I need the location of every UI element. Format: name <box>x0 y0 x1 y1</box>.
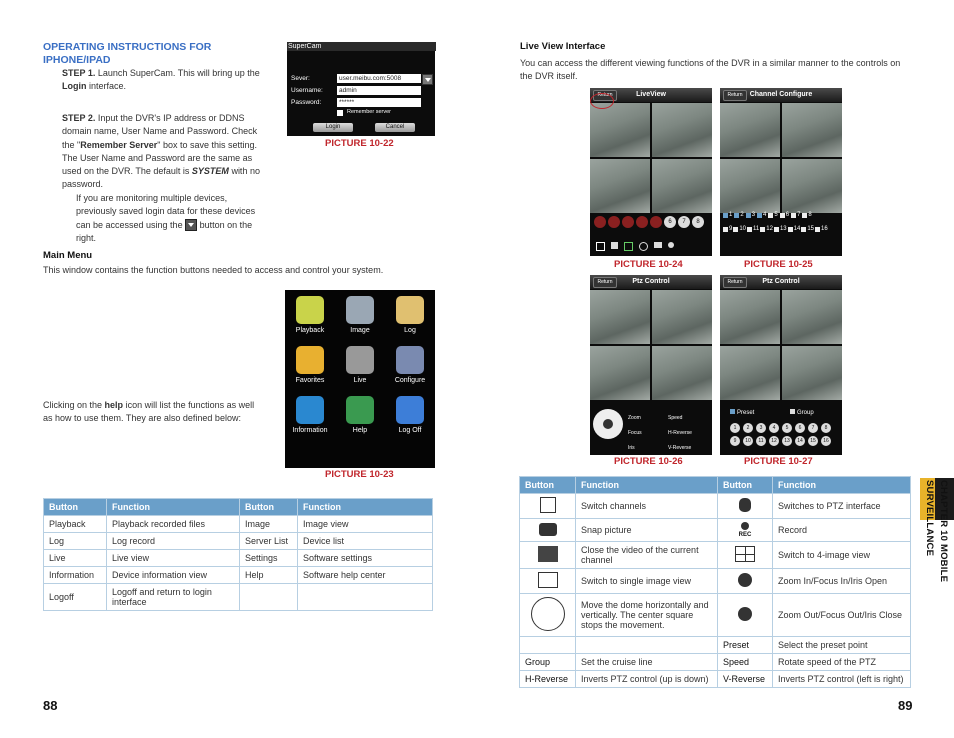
table-cell: Device list <box>298 533 433 550</box>
grid-icon[interactable] <box>624 242 633 251</box>
table-row <box>520 671 911 688</box>
channel-checkbox[interactable] <box>757 210 766 220</box>
record-icon <box>741 522 749 530</box>
table-cell: Device information view <box>107 567 240 584</box>
login-button[interactable]: Login <box>313 123 353 132</box>
caption-10-24: PICTURE 10-24 <box>614 259 683 270</box>
record-icon[interactable] <box>668 242 674 248</box>
stop-icon[interactable] <box>596 242 605 251</box>
cell-text: V-Reverse <box>723 674 766 684</box>
menu-item-favorites[interactable] <box>285 346 335 384</box>
channel-number: 13 <box>779 226 787 232</box>
menu-item-label: Configure <box>394 377 426 384</box>
table-cell: Log record <box>107 533 240 550</box>
remember-label: Remember server <box>347 109 392 115</box>
checkbox-icon <box>802 213 807 218</box>
information-icon <box>296 396 324 424</box>
group-label[interactable]: Group <box>790 409 814 416</box>
channel-number: 12 <box>766 226 773 232</box>
table-cell <box>520 569 576 594</box>
channel-number: 7 <box>797 212 801 218</box>
password-input[interactable]: ****** <box>337 98 421 107</box>
channel-checkbox[interactable] <box>723 210 732 220</box>
channel-number: 14 <box>793 226 801 232</box>
ptz-control-label[interactable]: Speed <box>668 415 683 421</box>
channel-checkbox[interactable] <box>723 224 732 234</box>
table-cell: Logoff and return to login interface <box>107 584 240 611</box>
server-label: Sever: <box>291 75 310 82</box>
channel-switch-icon <box>540 497 556 513</box>
screen-title: LiveView <box>636 91 666 98</box>
cancel-button[interactable]: Cancel <box>375 123 415 132</box>
channel-checkbox[interactable] <box>774 224 787 234</box>
channel-number: 6 <box>785 212 790 218</box>
menu-item-configure[interactable] <box>385 346 435 384</box>
cell-text: H-Reverse <box>525 674 569 684</box>
table-cell: Log <box>44 533 107 550</box>
cell-text: Move the dome horizontally and vertically. The center square stops the movement. <box>581 600 709 630</box>
cell-text: Preset <box>723 640 750 650</box>
menu-item-label: Image <box>350 327 370 334</box>
menu-item-live[interactable] <box>335 346 385 384</box>
table-cell: Information <box>44 567 107 584</box>
logoff-icon <box>396 396 424 424</box>
cell-text: Switch to 4-image view <box>778 550 871 560</box>
checkbox-icon <box>780 213 785 218</box>
preset-button[interactable]: 16 <box>821 436 831 446</box>
channel-checkbox[interactable] <box>768 210 777 220</box>
channel-checkbox[interactable] <box>780 210 789 220</box>
preset-button[interactable]: 14 <box>795 436 805 446</box>
table-cell <box>576 594 718 637</box>
single-view-icon <box>538 572 558 588</box>
table-cell: Playback recorded files <box>107 516 240 533</box>
screen-title: Ptz Control <box>632 278 670 285</box>
checkbox-icon <box>791 213 796 218</box>
table-row <box>520 519 911 542</box>
preset-button[interactable]: 10 <box>743 436 753 446</box>
checkbox-icon <box>815 227 820 232</box>
channel-number: 9 <box>729 226 733 232</box>
channel-configure-screenshot <box>720 88 842 256</box>
main-menu-screenshot <box>285 290 435 468</box>
channel-number: 2 <box>740 212 744 218</box>
table-cell <box>718 637 773 654</box>
cell-text: Select the preset point <box>778 640 868 650</box>
channel-number: 1 <box>729 212 733 218</box>
table-row <box>520 494 911 519</box>
ptz-control-label[interactable]: Iris <box>628 445 635 451</box>
film-reel-icon <box>296 296 324 324</box>
menu-item-label: Help <box>352 427 368 434</box>
menu-item-label: Live <box>353 377 367 384</box>
table-cell <box>520 637 576 654</box>
close-video-icon <box>538 546 558 562</box>
table-cell: Software help center <box>298 567 433 584</box>
col-header: Function <box>773 477 911 494</box>
live-view-heading: Live View Interface <box>520 41 606 52</box>
direction-pad-icon <box>531 597 565 631</box>
caption-10-25: PICTURE 10-25 <box>744 259 813 270</box>
ptz-control-label[interactable]: Zoom <box>628 415 641 421</box>
channel-number: 5 <box>774 212 778 218</box>
table-cell <box>773 519 911 542</box>
help-text: Clicking on the help icon will list the functions as well as how to use them. They are also defined below: <box>43 400 255 424</box>
menu-item-log[interactable] <box>385 296 435 334</box>
channel-button[interactable]: 7 <box>678 216 690 228</box>
table-cell: Help <box>240 567 298 584</box>
cell-text: Zoom Out/Focus Out/Iris Close <box>778 610 903 620</box>
menu-item-label: Log <box>404 327 416 334</box>
col-header: Function <box>576 477 718 494</box>
cell-text: Record <box>778 525 808 535</box>
step-2-label: STEP 2. <box>62 113 96 123</box>
checkbox-icon <box>801 227 806 232</box>
menu-item-help[interactable] <box>335 396 385 434</box>
highlight-circle <box>590 93 614 109</box>
checkbox-icon <box>746 213 751 218</box>
checkbox-icon <box>788 227 793 232</box>
menu-item-playback[interactable] <box>285 296 335 334</box>
table-cell <box>576 569 718 594</box>
channel-button[interactable]: 8 <box>692 216 704 228</box>
chapter-label: CHAPTER 10 MOBILE SURVEILLANCE <box>924 480 949 583</box>
login-screenshot <box>287 42 435 136</box>
table-row <box>520 569 911 594</box>
table-cell <box>773 542 911 569</box>
ptz-control-label[interactable]: H-Reverse <box>668 430 692 436</box>
image-icon <box>346 296 374 324</box>
table-cell <box>718 494 773 519</box>
checkbox-icon <box>760 227 765 232</box>
menu-item-label: Favorites <box>295 377 325 384</box>
channel-number: 4 <box>763 212 767 218</box>
cell-text: Group <box>525 657 551 667</box>
channel-button[interactable]: 6 <box>664 216 676 228</box>
live-view-table <box>519 476 911 688</box>
table-cell <box>576 494 718 519</box>
channel-number: 11 <box>753 226 760 232</box>
username-label: Username: <box>291 87 323 94</box>
channel-button[interactable]: 2 <box>608 216 620 228</box>
menu-item-information[interactable] <box>285 396 335 434</box>
channel-number: 16 <box>821 226 828 232</box>
table-cell <box>773 671 911 688</box>
ptz-control-label[interactable]: Focus <box>628 430 642 436</box>
preset-button[interactable]: 5 <box>782 423 792 433</box>
table-cell: Settings <box>240 550 298 567</box>
cell-text: Switches to PTZ interface <box>778 501 881 511</box>
return-button[interactable]: Return <box>593 90 617 101</box>
table-cell <box>520 594 576 637</box>
table-cell: Software settings <box>298 550 433 567</box>
server-input[interactable]: user.meibu.com:5008 <box>337 74 421 83</box>
channel-number: 8 <box>808 212 812 218</box>
cell-text: Inverts PTZ control (left is right) <box>778 674 904 684</box>
table-cell: Logoff <box>44 584 107 611</box>
preset-button[interactable]: 4 <box>769 423 779 433</box>
cell-text: Rotate speed of the PTZ <box>778 657 877 667</box>
channel-checkbox[interactable] <box>734 210 743 220</box>
channel-checkbox[interactable] <box>802 210 811 220</box>
table-cell <box>240 584 298 611</box>
table-cell <box>773 494 911 519</box>
username-input[interactable]: admin <box>337 86 421 95</box>
table-cell <box>520 654 576 671</box>
col-header: Function <box>298 499 433 516</box>
menu-item-label: Information <box>292 427 328 434</box>
ptz-icon[interactable] <box>639 242 648 251</box>
table-cell: Playback <box>44 516 107 533</box>
table-cell <box>718 671 773 688</box>
channel-number: 3 <box>751 212 756 218</box>
liveview-screenshot <box>590 88 712 256</box>
camera-icon[interactable] <box>654 242 662 248</box>
minus-circle-icon <box>738 607 752 621</box>
plus-circle-icon <box>738 573 752 587</box>
ptz-preset-screenshot <box>720 275 842 455</box>
preset-button[interactable]: 15 <box>808 436 818 446</box>
menu-item-image[interactable] <box>335 296 385 334</box>
preset-button[interactable]: 7 <box>808 423 818 433</box>
remember-checkbox[interactable] <box>337 110 343 116</box>
caption-10-22: PICTURE 10-22 <box>325 138 394 149</box>
return-button[interactable]: Return <box>593 277 617 288</box>
channel-button[interactable]: 1 <box>594 216 606 228</box>
checkbox-icon <box>747 227 752 232</box>
square-icon[interactable] <box>611 242 618 249</box>
table-cell <box>520 519 576 542</box>
checkbox-icon <box>768 213 773 218</box>
channel-checkbox[interactable] <box>760 224 773 234</box>
channel-checkbox[interactable] <box>747 224 759 234</box>
preset-button[interactable]: 13 <box>782 436 792 446</box>
checkbox-icon[interactable] <box>790 409 795 414</box>
checkbox-icon <box>723 227 728 232</box>
preset-button[interactable]: 6 <box>795 423 805 433</box>
page-heading: OPERATING INSTRUCTIONS FOR IPHONE/IPAD <box>43 41 212 66</box>
table-cell <box>718 654 773 671</box>
table-cell <box>718 569 773 594</box>
cell-text: Close the video of the current channel <box>581 545 699 565</box>
table-cell <box>773 637 911 654</box>
preset-label[interactable]: Preset <box>730 409 754 416</box>
favorites-icon <box>296 346 324 374</box>
table-row <box>44 550 433 567</box>
table-cell <box>718 519 773 542</box>
channel-checkbox[interactable] <box>746 210 755 220</box>
caption-10-27: PICTURE 10-27 <box>744 456 813 467</box>
table-row <box>44 567 433 584</box>
table-row <box>520 654 911 671</box>
channel-checkbox[interactable] <box>815 224 828 234</box>
checkbox-icon[interactable] <box>730 409 735 414</box>
table-cell <box>576 519 718 542</box>
live-view-intro: You can access the different viewing functions of the DVR in a similar manner to the controls on the DVR itself. <box>520 58 901 82</box>
channel-button[interactable]: 5 <box>650 216 662 228</box>
step-2: STEP 2. Input the DVR's IP address or DDNS domain name, User Name and Password. Check the "Remember Server" box to save this setting. The User Name and Password are the same as used on the DVR. The default is SYSTEM with no password. <box>62 113 260 190</box>
channel-checkbox[interactable] <box>733 224 746 234</box>
table-cell <box>718 594 773 637</box>
channel-checkbox[interactable] <box>801 224 814 234</box>
cell-text: Switch to single image view <box>581 576 692 586</box>
table-cell <box>520 671 576 688</box>
page-number-right: 89 <box>898 698 913 713</box>
cell-text: Zoom In/Focus In/Iris Open <box>778 576 888 586</box>
camera-icon <box>539 523 557 536</box>
live-toolbar <box>590 242 712 252</box>
ptz-icon <box>739 498 751 512</box>
cell-text: Switch channels <box>581 501 647 511</box>
table-cell: Server List <box>240 533 298 550</box>
table-cell <box>298 584 433 611</box>
caption-10-26: PICTURE 10-26 <box>614 456 683 467</box>
cell-text: Snap picture <box>581 525 632 535</box>
table-row <box>44 533 433 550</box>
checkbox-icon <box>734 213 739 218</box>
ptz-control-label[interactable]: V-Reverse <box>668 445 692 451</box>
col-header: Function <box>107 499 240 516</box>
preset-button[interactable]: 12 <box>769 436 779 446</box>
cell-text: Inverts PTZ control (up is down) <box>581 674 709 684</box>
col-header: Button <box>44 499 107 516</box>
login-title: SuperCam <box>287 42 436 51</box>
channel-number: 15 <box>807 226 815 232</box>
direction-pad-icon[interactable] <box>593 409 623 439</box>
checkbox-icon <box>757 213 762 218</box>
preset-button[interactable]: 9 <box>730 436 740 446</box>
col-header: Button <box>520 477 576 494</box>
table-cell: Live <box>44 550 107 567</box>
checkbox-icon <box>723 213 728 218</box>
preset-button[interactable]: 3 <box>756 423 766 433</box>
channel-checkbox[interactable] <box>788 224 801 234</box>
table-cell: Image view <box>298 516 433 533</box>
step-2-extra: If you are monitoring multiple devices, previously saved login data for these devices can be accessed using the button on the right. <box>76 193 256 243</box>
log-icon <box>396 296 424 324</box>
menu-item-label: Log Off <box>398 427 422 434</box>
menu-item-log-off[interactable] <box>385 396 435 434</box>
checkbox-icon <box>733 227 738 232</box>
step-1-label: STEP 1. <box>62 68 96 78</box>
cell-text: Set the cruise line <box>581 657 653 667</box>
live-icon <box>346 346 374 374</box>
table-cell <box>576 542 718 569</box>
quad-view-icon <box>735 546 755 562</box>
col-header: Button <box>718 477 773 494</box>
main-menu-heading: Main Menu <box>43 250 93 261</box>
menu-item-label: Playback <box>295 327 325 334</box>
page-number-left: 88 <box>43 698 58 713</box>
caption-10-23: PICTURE 10-23 <box>325 469 394 480</box>
help-icon <box>346 396 374 424</box>
return-button[interactable]: Return <box>723 277 747 288</box>
step-1: STEP 1. Launch SuperCam. This will bring up the Login interface. <box>62 68 260 92</box>
preset-button[interactable]: 2 <box>743 423 753 433</box>
main-menu-table <box>43 498 433 611</box>
channel-button[interactable]: 4 <box>636 216 648 228</box>
table-row <box>44 516 433 533</box>
cell-text: Speed <box>723 657 750 667</box>
table-cell <box>520 494 576 519</box>
return-button[interactable]: Return <box>723 90 747 101</box>
screen-title: Ptz Control <box>762 278 800 285</box>
ptz-control-screenshot <box>590 275 712 455</box>
table-row <box>520 594 911 637</box>
main-menu-text: This window contains the function buttons needed to access and control your system. <box>43 265 384 275</box>
table-cell <box>576 637 718 654</box>
preset-button[interactable]: 1 <box>730 423 740 433</box>
channel-button[interactable]: 3 <box>622 216 634 228</box>
table-cell <box>576 671 718 688</box>
table-cell <box>773 569 911 594</box>
checkbox-icon <box>774 227 779 232</box>
configure-icon <box>396 346 424 374</box>
channel-checkbox[interactable] <box>791 210 800 220</box>
table-cell: Image <box>240 516 298 533</box>
table-row <box>520 637 911 654</box>
server-dropdown-icon[interactable] <box>422 74 433 85</box>
screen-title: Channel Configure <box>749 91 813 98</box>
table-cell <box>718 542 773 569</box>
preset-button[interactable]: 11 <box>756 436 766 446</box>
table-cell <box>520 542 576 569</box>
table-row <box>520 542 911 569</box>
rec-label: REC <box>738 532 752 538</box>
dropdown-arrow-icon <box>185 219 197 231</box>
table-cell <box>576 654 718 671</box>
table-cell: Live view <box>107 550 240 567</box>
channel-number: 10 <box>739 226 747 232</box>
table-cell <box>773 654 911 671</box>
preset-button[interactable]: 8 <box>821 423 831 433</box>
password-label: Password: <box>291 99 322 106</box>
table-cell <box>773 594 911 637</box>
table-row <box>44 584 433 611</box>
col-header: Button <box>240 499 298 516</box>
